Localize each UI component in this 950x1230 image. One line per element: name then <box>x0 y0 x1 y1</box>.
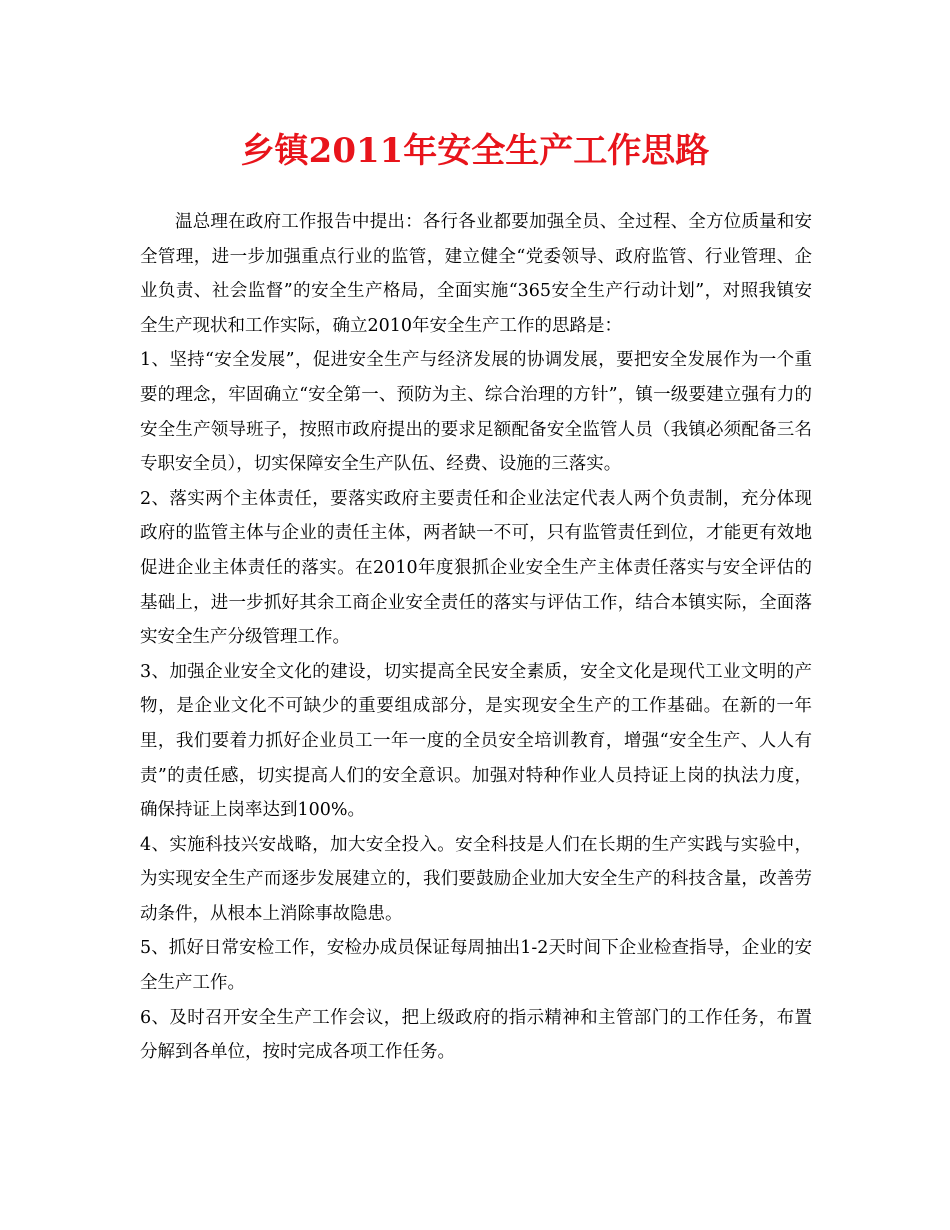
item-paragraph-5: 5、抓好日常安检工作，安检办成员保证每周抽出1-2天时间下企业检查指导，企业的安全生产工作。 <box>140 938 812 994</box>
item-paragraph-2: 2、落实两个主体责任，要落实政府主要责任和企业法定代表人两个负责制，充分体现政府的监管主体与企业的责任主体，两者缺一不可，只有监管责任到位，才能更有效地促进企业主体责任的落实。在2010年度狠抓企业安全生产主体责任落实与安全评估的基础上，进一步抓好其余工商企业安全责任的落实与评估工作，结合本镇实际，全面落实安全生产分级管理工作。 <box>140 488 812 648</box>
document-body <box>140 205 812 1070</box>
item-paragraph-1: 1、坚持“安全发展”，促进安全生产与经济发展的协调发展，要把安全发展作为一个重要的理念，牢固确立“安全第一、预防为主、综合治理的方针”，镇一级要建立强有力的安全生产领导班子，按照市政府提出的要求足额配备安全监管人员（我镇必须配备三名专职安全员），切实保障安全生产队伍、经费、设施的三落实。 <box>140 350 812 475</box>
item-paragraph-4: 4、实施科技兴安战略，加大安全投入。安全科技是人们在长期的生产实践与实验中，为实现安全生产而逐步发展建立的，我们要鼓励企业加大安全生产的科技含量，改善劳动条件，从根本上消除事故隐患。 <box>140 834 812 924</box>
item-paragraph-3: 3、加强企业安全文化的建设，切实提高全民安全素质，安全文化是现代工业文明的产物，是企业文化不可缺少的重要组成部分，是实现安全生产的工作基础。在新的一年里，我们要着力抓好企业员工一年一度的全员安全培训教育，增强“安全生产、人人有责”的责任感，切实提高人们的安全意识。加强对特种作业人员持证上岗的执法力度，确保持证上岗率达到100%。 <box>140 661 812 821</box>
item-paragraph-6: 6、及时召开安全生产工作会议，把上级政府的指示精神和主管部门的工作任务，布置分解到各单位，按时完成各项工作任务。 <box>140 1007 812 1063</box>
intro-paragraph: 温总理在政府工作报告中提出：各行各业都要加强全员、全过程、全方位质量和安全管理，进一步加强重点行业的监管，建立健全“党委领导、政府监管、行业管理、企业负责、社会监督”的安全生产格局，全面实施“365安全生产行动计划”，对照我镇安全生产现状和工作实际，确立2010年安全生产工作的思路是： <box>140 212 812 336</box>
page-title: 乡镇2011年安全生产工作思路 <box>240 131 710 171</box>
